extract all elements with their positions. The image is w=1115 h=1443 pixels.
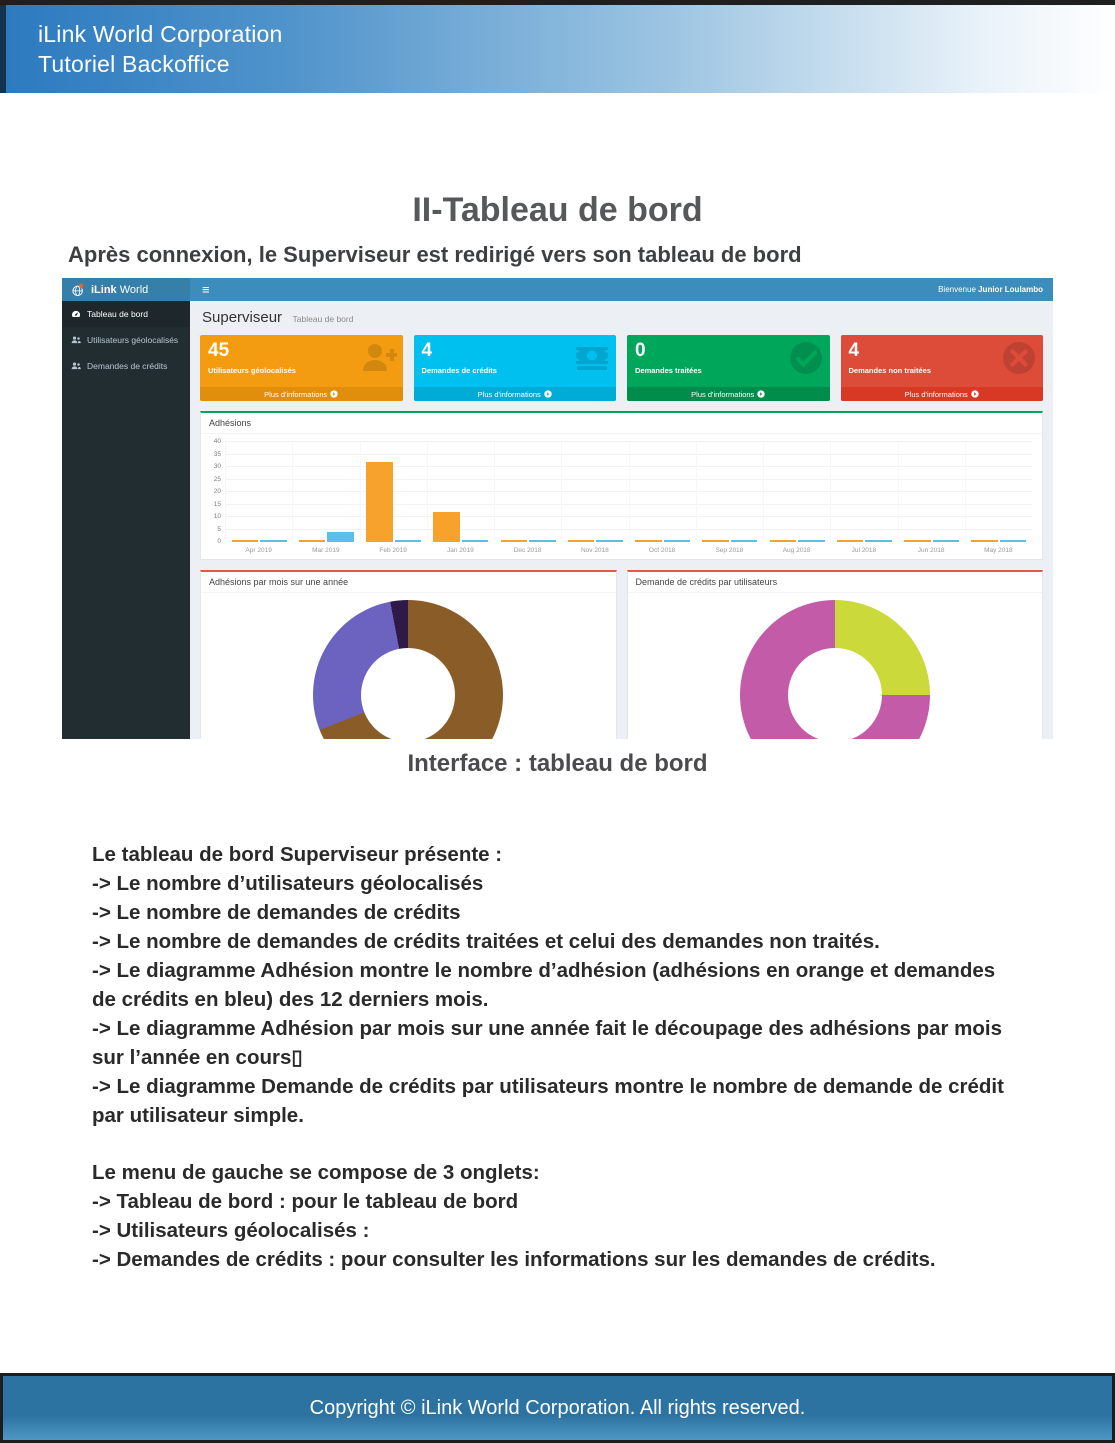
- y-tick-label: 5: [217, 525, 221, 533]
- page-title: II-Tableau de bord: [412, 190, 703, 229]
- stat-card-utilisateurs-geolocalises: [200, 335, 403, 401]
- arrow-circle-icon: [330, 390, 338, 398]
- copyright-text: Copyright © iLink World Corporation. All rights reserved.: [309, 1396, 806, 1419]
- bar-demandes-de-credits: [933, 540, 960, 542]
- bar-adhesions: [971, 540, 998, 542]
- bar-group-nov-2018: [561, 442, 628, 542]
- sidebar: [62, 301, 190, 739]
- x-tick-label: Dec 2018: [513, 547, 542, 554]
- times-circle-icon: [1001, 340, 1037, 376]
- stat-cards-row: [200, 335, 1043, 401]
- more-info-label: Plus d'informations: [691, 389, 755, 399]
- bar-adhesions: [299, 540, 326, 542]
- brand-regular: World: [119, 283, 149, 296]
- stat-value: 4: [421, 340, 433, 361]
- users-icon: [71, 335, 81, 345]
- bottom-panels-row: [200, 560, 1043, 739]
- stat-value: 0: [635, 340, 646, 361]
- bar-group-feb-2019: [360, 442, 427, 542]
- chart-x-axis: [201, 545, 1042, 559]
- brand-logo[interactable]: [62, 278, 190, 301]
- adhesions-panel-title: Adhésions: [201, 413, 1042, 434]
- bar-demandes-de-credits: [1000, 540, 1027, 542]
- bar-adhesions: [904, 540, 931, 542]
- user-name: Junior Loulambo: [978, 285, 1043, 294]
- stat-label: Utilisateurs géolocalisés: [208, 365, 296, 375]
- adhesions-bar-chart: [201, 434, 1042, 545]
- bar-demandes-de-credits: [664, 540, 691, 542]
- stat-card-demandes-traitees: [627, 335, 830, 401]
- stat-card-demandes-de-credits: [414, 335, 617, 401]
- x-tick-label: Jul 2018: [851, 547, 877, 554]
- more-info-label: Plus d'informations: [904, 389, 968, 399]
- section-subtitle: Tableau de bord: [292, 314, 354, 324]
- bar-demandes-de-credits: [327, 532, 354, 542]
- x-tick-label: Nov 2018: [580, 547, 609, 554]
- description-paragraph: [92, 840, 1004, 1130]
- text-line: Le tableau de bord Superviseur présente :: [92, 843, 503, 866]
- y-tick-label: 25: [213, 475, 221, 483]
- text-line: de crédits en bleu) des 12 derniers mois.: [92, 988, 489, 1011]
- bar-demandes-de-credits: [798, 540, 825, 542]
- sidebar-item-label: Tableau de bord: [87, 309, 148, 319]
- x-tick-label: Sep 2018: [715, 547, 744, 554]
- section-title: Superviseur: [202, 309, 283, 326]
- adhesions-month-panel-title: Adhésions par mois sur une année: [201, 572, 616, 593]
- y-tick-label: 40: [213, 438, 221, 445]
- bar-group-jan-2019: [427, 442, 494, 542]
- menu-description-paragraph: [92, 1158, 936, 1274]
- menu-toggle-icon[interactable]: ≡: [202, 282, 210, 297]
- text-line: par utilisateur simple.: [92, 1104, 304, 1127]
- text-line: -> Le diagramme Demande de crédits par utilisateurs montre le nombre de demande de crédit: [92, 1075, 1004, 1098]
- y-tick-label: 35: [213, 450, 221, 458]
- bar-group-sep-2018: [696, 442, 763, 542]
- sidebar-item-label: Utilisateurs géolocalisés: [87, 335, 179, 345]
- sidebar-item-tableau-de-bord[interactable]: [62, 301, 190, 327]
- y-tick-label: 10: [213, 513, 221, 520]
- bar-group-dec-2018: [494, 442, 561, 542]
- bar-group-oct-2018: [629, 442, 696, 542]
- x-tick-label: May 2018: [984, 547, 1013, 554]
- text-line: -> Le nombre de demandes de crédits: [92, 901, 461, 924]
- stat-label: Demandes traitées: [635, 365, 702, 375]
- x-tick-label: Oct 2018: [648, 547, 676, 554]
- credit-requests-donut-chart: [740, 600, 930, 739]
- sidebar-item-utilisateurs-geolocalises[interactable]: [62, 327, 190, 353]
- chart-plot-area: [225, 442, 1032, 542]
- text-line: -> Utilisateurs géolocalisés :: [92, 1219, 370, 1242]
- users-icon: [71, 361, 81, 371]
- adhesions-panel: [200, 411, 1043, 560]
- text-line: Le menu de gauche se compose de 3 onglets:: [92, 1161, 540, 1184]
- document-subtitle: Tutoriel Backoffice: [38, 51, 230, 77]
- document-footer: [0, 1373, 1115, 1443]
- text-line: sur l’année en cours▯: [92, 1046, 303, 1069]
- bar-adhesions: [635, 540, 662, 542]
- bar-demandes-de-credits: [260, 540, 287, 542]
- sidebar-item-label: Demandes de crédits: [87, 361, 168, 371]
- more-info-link[interactable]: [200, 387, 403, 401]
- text-line: -> Le nombre de demandes de crédits traitées et celui des demandes non traités.: [92, 930, 880, 953]
- credit-requests-panel-title: Demande de crédits par utilisateurs: [628, 572, 1043, 593]
- user-plus-icon: [361, 340, 397, 376]
- arrow-circle-icon: [757, 390, 765, 398]
- x-tick-label: Mar 2019: [312, 547, 340, 554]
- bar-adhesions: [501, 540, 528, 542]
- y-tick-label: 30: [213, 463, 221, 470]
- chart-y-axis: [205, 438, 225, 545]
- bar-group-mar-2019: [292, 442, 359, 542]
- brand-bold: iLink: [91, 283, 117, 296]
- bar-adhesions: [568, 540, 595, 543]
- intro-text: Après connexion, le Superviseur est redirigé vers son tableau de bord: [68, 242, 802, 267]
- x-tick-label: Aug 2018: [782, 547, 811, 554]
- text-line: -> Demandes de crédits : pour consulter les informations sur les demandes de crédits.: [92, 1248, 936, 1271]
- stat-value: 4: [848, 340, 860, 361]
- bar-group-aug-2018: [763, 442, 830, 542]
- dashboard-topbar: [62, 278, 1053, 301]
- bar-adhesions: [433, 512, 460, 542]
- dashboard-navbar: [190, 278, 1053, 301]
- globe-icon: [71, 283, 85, 297]
- x-tick-label: Jun 2018: [917, 547, 945, 554]
- bar-group-may-2018: [965, 442, 1032, 542]
- bar-group-jun-2018: [898, 442, 965, 542]
- stat-label: Demandes non traitées: [848, 365, 932, 375]
- credit-requests-panel: [627, 570, 1044, 739]
- more-info-label: Plus d'informations: [477, 389, 541, 399]
- x-tick-label: Jan 2019: [447, 547, 474, 554]
- text-line: -> Le nombre d’utilisateurs géolocalisés: [92, 872, 484, 895]
- check-circle-icon: [788, 340, 824, 376]
- arrow-circle-icon: [971, 390, 979, 398]
- adhesions-month-panel: [200, 570, 617, 739]
- bar-demandes-de-credits: [731, 540, 758, 542]
- stat-value: 45: [208, 340, 230, 361]
- bar-demandes-de-credits: [865, 540, 892, 542]
- bar-demandes-de-credits: [462, 540, 489, 542]
- text-line: -> Tableau de bord : pour le tableau de bord: [92, 1190, 519, 1213]
- bar-adhesions: [366, 462, 393, 542]
- text-line: -> Le diagramme Adhésion par mois sur une année fait le découpage des adhésions par mois: [92, 1017, 1003, 1040]
- text-line: -> Le diagramme Adhésion montre le nombre d’adhésion (adhésions en orange et demandes: [92, 959, 996, 982]
- x-tick-label: Apr 2019: [245, 547, 272, 554]
- company-name: iLink World Corporation: [38, 21, 283, 47]
- bar-demandes-de-credits: [529, 540, 556, 542]
- y-tick-label: 15: [213, 500, 221, 508]
- adhesions-month-donut-chart: [313, 600, 503, 739]
- sidebar-item-demandes-de-credits[interactable]: [62, 353, 190, 379]
- welcome-message: Bienvenue Junior Loulambo: [938, 285, 1043, 294]
- y-tick-label: 0: [217, 538, 221, 545]
- stat-card-demandes-non-traitees: [841, 335, 1044, 401]
- screenshot-caption: Interface : tableau de bord: [407, 750, 708, 777]
- arrow-circle-icon: [544, 390, 552, 398]
- more-info-link[interactable]: [414, 387, 617, 401]
- dashboard-icon: [71, 309, 81, 319]
- more-info-label: Plus d'informations: [264, 389, 328, 399]
- stat-label: Demandes de crédits: [421, 365, 497, 375]
- more-info-link[interactable]: [841, 387, 1044, 401]
- document-header: [0, 5, 1115, 93]
- bar-group-jul-2018: [830, 442, 897, 542]
- dashboard-screenshot: [62, 278, 1053, 739]
- bar-demandes-de-credits: [596, 540, 623, 542]
- dashboard-content: [190, 301, 1053, 739]
- bar-demandes-de-credits: [395, 540, 422, 542]
- bar-group-apr-2019: [225, 442, 292, 542]
- bar-adhesions: [702, 540, 729, 542]
- content-header: [202, 309, 1043, 327]
- more-info-link[interactable]: [627, 387, 830, 401]
- money-icon: [574, 340, 610, 376]
- x-tick-label: Feb 2019: [379, 547, 407, 554]
- sidebar-menu: [62, 301, 190, 379]
- y-tick-label: 20: [213, 488, 221, 495]
- bar-adhesions: [837, 540, 864, 542]
- bar-adhesions: [232, 540, 259, 542]
- bar-adhesions: [770, 540, 797, 542]
